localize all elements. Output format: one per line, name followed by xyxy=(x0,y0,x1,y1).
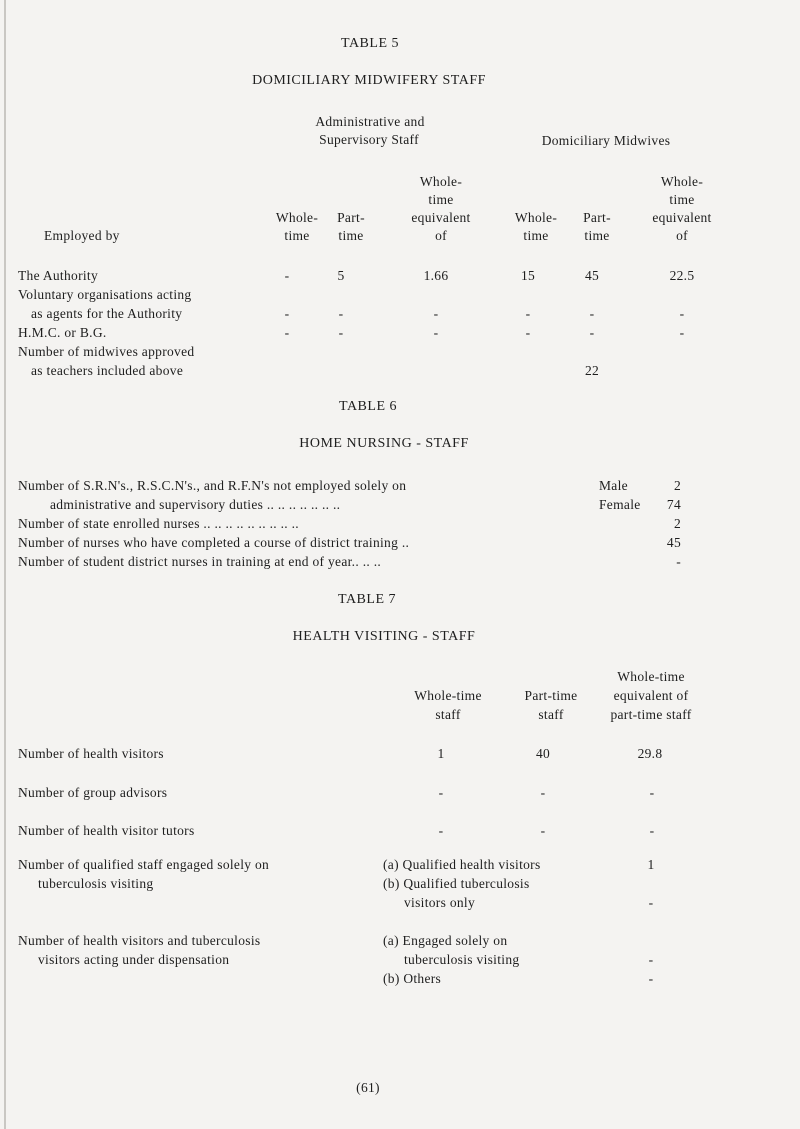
t7-tb-b1: (b) Qualified tuberculosis xyxy=(383,876,530,891)
col-admin-equiv-l1: Whole- xyxy=(419,174,463,189)
t7-col-whole-l1: Whole-time xyxy=(414,688,482,703)
t7-col-equiv-l1: Whole-time xyxy=(617,669,685,684)
t7-tb-a-value: 1 xyxy=(647,857,655,872)
t7-col-part-l2: staff xyxy=(538,707,564,722)
table-7-subtitle: HEALTH VISITING - STAFF xyxy=(292,629,476,644)
cell: 40 xyxy=(535,746,551,761)
cell: - xyxy=(438,785,444,800)
col-admin-part-l2: time xyxy=(338,228,364,243)
row-voluntary-label: Voluntary organisations acting xyxy=(18,287,192,302)
col-mid-whole-l2: time xyxy=(523,228,549,243)
row-authority-label: The Authority xyxy=(18,268,99,283)
t7-disp-label2: visitors acting under dispensation xyxy=(38,952,230,967)
t7-col-part-l1: Part-time xyxy=(524,688,578,703)
cell: 1.66 xyxy=(423,268,449,283)
col-mid-whole-l1: Whole- xyxy=(514,210,558,225)
t7-tb-b2: visitors only xyxy=(404,895,476,910)
t7-row-health-visitors: Number of health visitors xyxy=(18,746,164,761)
group-header-admin-line1: Administrative and xyxy=(315,114,425,129)
t6-row2-qual: Female xyxy=(599,497,641,512)
t6-row2-text: administrative and supervisory duties .. .. .. .. .. .. .. xyxy=(50,497,341,512)
table-7-title: TABLE 7 xyxy=(338,592,396,607)
t6-row4-text: Number of nurses who have completed a course of district training .. xyxy=(18,535,410,550)
group-header-midwives: Domiciliary Midwives xyxy=(541,133,671,148)
col-mid-part-l2: time xyxy=(584,228,610,243)
cell: - xyxy=(338,325,344,340)
cell: - xyxy=(589,306,595,321)
cell: - xyxy=(540,785,546,800)
cell: - xyxy=(649,785,655,800)
col-admin-whole-l2: time xyxy=(284,228,310,243)
cell: - xyxy=(540,823,546,838)
t7-disp-b: (b) Others xyxy=(383,971,442,986)
cell: - xyxy=(589,325,595,340)
col-mid-equiv-l3: equivalent xyxy=(652,210,712,225)
t6-row3-value: 2 xyxy=(673,516,681,531)
col-admin-equiv-l4: of xyxy=(435,228,447,243)
table-5-title: TABLE 5 xyxy=(341,36,399,51)
t7-disp-b-value: - xyxy=(648,971,654,986)
cell: - xyxy=(649,823,655,838)
t6-row1-value: 2 xyxy=(673,478,681,493)
t7-tb-a: (a) Qualified health visitors xyxy=(383,857,541,872)
col-mid-equiv-l2: time xyxy=(669,192,695,207)
t7-disp-a-value: - xyxy=(648,952,654,967)
table-6-subtitle: HOME NURSING - STAFF xyxy=(299,436,469,451)
cell: - xyxy=(679,306,685,321)
table-5-subtitle: DOMICILIARY MIDWIFERY STAFF xyxy=(252,73,486,88)
t6-row1-qual: Male xyxy=(599,478,628,493)
col-employed-by: Employed by xyxy=(44,228,120,243)
cell: - xyxy=(433,306,439,321)
t7-tb-b-value: - xyxy=(648,895,654,910)
t7-col-equiv-l3: part-time staff xyxy=(610,707,692,722)
col-mid-equiv-l4: of xyxy=(676,228,688,243)
t6-row2-value: 74 xyxy=(666,497,681,512)
t6-row5-text: Number of student district nurses in training at end of year.. .. .. xyxy=(18,554,382,569)
t7-disp-a1: (a) Engaged solely on xyxy=(383,933,508,948)
t6-row4-value: 45 xyxy=(666,535,681,550)
t7-disp-label1: Number of health visitors and tuberculosis xyxy=(18,933,261,948)
t7-disp-a2: tuberculosis visiting xyxy=(404,952,520,967)
t6-row5-value: - xyxy=(676,554,681,569)
cell: - xyxy=(525,325,531,340)
cell: - xyxy=(284,306,290,321)
table-6-title: TABLE 6 xyxy=(339,399,397,414)
row-hmc-label: H.M.C. or B.G. xyxy=(18,325,107,340)
col-admin-part-l1: Part- xyxy=(337,210,365,225)
t7-col-whole-l2: staff xyxy=(435,707,461,722)
t7-tb-label1: Number of qualified staff engaged solely on xyxy=(18,857,270,872)
cell: - xyxy=(284,268,290,283)
cell: 45 xyxy=(584,268,600,283)
cell: 1 xyxy=(437,746,445,761)
t7-col-equiv-l2: equivalent of xyxy=(613,688,689,703)
cell: - xyxy=(438,823,444,838)
col-admin-equiv-l3: equivalent xyxy=(411,210,471,225)
cell: 29.8 xyxy=(637,746,663,761)
cell: - xyxy=(525,306,531,321)
col-mid-equiv-l1: Whole- xyxy=(660,174,704,189)
cell: - xyxy=(284,325,290,340)
row-teachers-label: Number of midwives approved xyxy=(18,344,195,359)
cell: - xyxy=(679,325,685,340)
page-number: (61) xyxy=(356,1080,380,1095)
col-admin-whole-l1: Whole- xyxy=(275,210,319,225)
t7-row-tutors: Number of health visitor tutors xyxy=(18,823,195,838)
cell: - xyxy=(338,306,344,321)
cell: 22 xyxy=(584,363,600,378)
t6-row1-text: Number of S.R.N's., R.S.C.N's., and R.F.N's not employed solely on xyxy=(18,478,407,493)
row-teachers-label2: as teachers included above xyxy=(31,363,184,378)
t6-row3-text: Number of state enrolled nurses .. .. .. .. .. .. .. .. .. xyxy=(18,516,299,531)
cell: - xyxy=(433,325,439,340)
cell: 5 xyxy=(337,268,345,283)
t7-tb-label2: tuberculosis visiting xyxy=(38,876,154,891)
col-admin-equiv-l2: time xyxy=(428,192,454,207)
row-voluntary-label2: as agents for the Authority xyxy=(31,306,183,321)
group-header-admin-line2: Supervisory Staff xyxy=(319,132,419,147)
col-mid-part-l1: Part- xyxy=(583,210,611,225)
cell: 15 xyxy=(520,268,536,283)
t7-row-group-advisors: Number of group advisors xyxy=(18,785,168,800)
cell: 22.5 xyxy=(669,268,695,283)
page-edge-shadow xyxy=(4,0,6,1129)
